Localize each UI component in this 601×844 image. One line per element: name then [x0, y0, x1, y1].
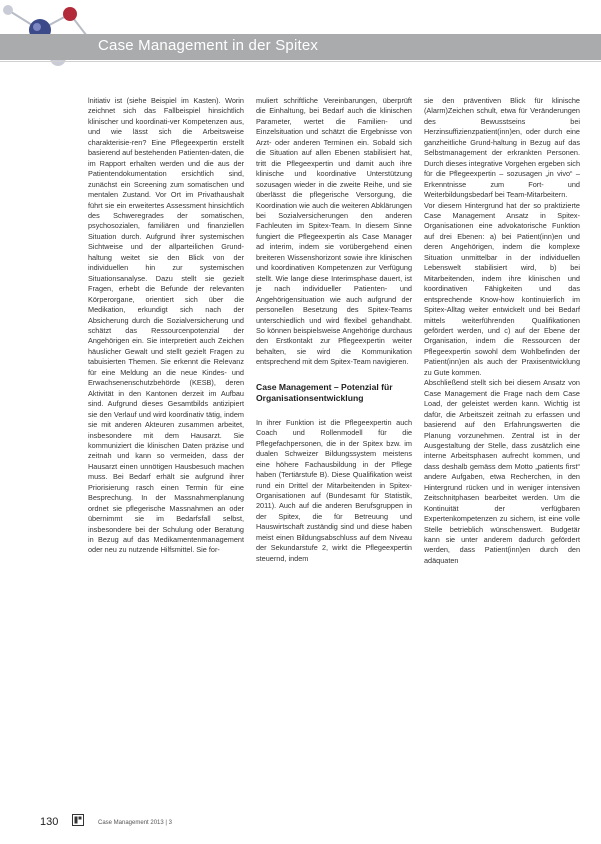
- text-column-3: [424, 96, 580, 566]
- journal-logo-icon: [72, 814, 84, 826]
- page-footer: [40, 814, 340, 834]
- paragraph: Abschließend stellt sich bei diesem Ansatz von Case Management die Frage nach dem Case Load, der geleistet werden kann. Wichtig ist dafür, die Arbeitszeit zeitnah zu erfassen und basierend auf den Erfahrungswerten die Planung vorzunehmen. Zentral ist in der Ausgestaltung der Stelle, dass zusätzlich eine interne Arbeitsphasen aufrecht kommen, und dass deshalb gemäss dem Motto „patients first“ andere Aufgaben, etwa Recherchen, in den Hintergrund rücken und in weniger intensiven Zeitschnitphasen bearbeitet werden. Um die Kontinuität der verfügbaren Expertenkompetenzen zu sichern, ist eine volle Stelle betrieblich wünschenswert. Budgetär kann sie unter anderem dadurch gefördert werden, dass Patient(inn)en durch den adäquaten: [424, 378, 580, 565]
- paragraph: sie den präventiven Blick für klinische (Alarm)Zeichen schult, etwa für Veränderungen des Bewusstseins bei Herzinsuffizienzpatient(inn)en, oder durch eine ganzheitliche Grund-haltung in Bezug auf das Selbstmanagement der erkrankten Personen. Durch dieses integrative Vorgehen ergeben sich für die Pflegeexpertin – sozusagen „in vivo“ – Erkenntnisse zum Fort- und Weiterbildungsbedarf bei Team-Mitarbeitern.: [424, 96, 580, 200]
- text-column-1: [88, 96, 244, 556]
- text-column-2: [256, 96, 412, 564]
- page-number: 130: [40, 816, 59, 828]
- header-divider: [0, 61, 601, 62]
- paragraph: lnitiativ ist (siehe Beispiel im Kasten). Worin zeichnet sich das Fallbeispiel hinsichtlich klinischer und koordinati-ver Kompetenzen aus, und wie lässt sich die Arbeitsweise charakterisie-ren? Eine Pflegeexpertin erstellt basierend auf bestehenden Patienten-daten, die im Rapport erhalten werden und die aus der Patientendokumentation ersichtlich sind, zunächst ein Screening zum somatischen und mentalen Zustand. Vor Ort im Privathaushalt führt sie ein erweitertes Assessment hinsichtlich des Schweregrades der somatischen, psychosozialen, familiären und finanziellen Situation durch. Aufgrund ihrer systemischen Sichtweise und der allparteilichen Grund-haltung weitet sie den Blick von der individuellen hin zur systemischen Situationsanalyse. Dazu stellt sie gezielt Fragen, erhebt die Befunde der relevanten Körperorgane, orientiert sich über die Medikation, erkundigt sich nach der Absicherung durch die Sozialversicherung und schätzt das Ressourcenpotenzial der Angehörigen ein. Sie interpretiert auch Zeichen häuslicher Gewalt und stellt gezielt Fragen zu tabuisierten Themen. Sie erkennt die Relevanz für eine Meldung an die neue Kindes- und Erwachsenenschutzbehörde (KESB), deren Aktivität in den Kantonen derzeit im Aufbau sind. Aufgrund dieses Gesamtbilds antizipiert sie den Verlauf und wird koordinativ tätig, indem sie mit anderen Akteuren zusammen arbeitet, insbesondere mit dem Hausarzt. Sie kommuniziert die klinischen Daten präzise und zeitnah und kann so vermeiden, dass der Hausarzt einen unnötigen Hausbesuch machen muss. Bei Bedarf erhält sie aufgrund ihrer Priorisierung rasch einen Termin für eine Besprechung. In der Massnahmenplanung ordnet sie pflegerische Massnahmen an oder übernimmt sie im Bedarfsfall selbst, insbesondere bei der Schulung oder Beratung in Bezug auf das Medikamentenmanagement oder neu zu nutzende Hilfsmittel. Sie for-: [88, 96, 244, 555]
- journal-name: Case Management 2013 | 3: [98, 820, 172, 826]
- paragraph: Vor diesem Hintergrund hat der so praktizierte Case Management Ansatz in Spitex-Organisationen eine advokatorische Funktion auf drei Ebenen: a) bei Patient(inn)en und deren Angehörigen, indem die komplexe Situation unmittelbar in der individuellen Lebenswelt stabilisiert wird, b) bei Mitarbeitenden, indem ihre klinischen und koordinativen Fähigkeiten und das entsprechende Know-how kontinuierlich im Spitex-Alltag weiter entwickelt und bei Bedarf mittels weiterführenden Qualifikationen gefördert werden, und c) auf der Ebene der Organisation, indem die Ressourcen der Pflegeexpertin sowohl dem Wohlbefinden der Patient(inn)en als auch der Praxisentwicklung zu Gute kommen.: [424, 200, 580, 377]
- paragraph: muliert schriftliche Vereinbarungen, überprüft die Einhaltung, bei Bedarf auch die klinischen Parameter, wertet die Familien- und Einzelsituation und schätzt die Ergebnisse von Arzt- oder anderen Terminen ein. Sobald sich die Situation auf allen Ebenen stabilisiert hat, tritt die Pflegeexpertin und damit auch ihre klinische und koordinative Unterstützung sozusagen wieder in die zweite Reihe, und sie überlässt die pflegerische Versorgung, die Koordination wie auch die weiteren Abklärungen bei Sozialversicherungen den anderen Fachleuten im Spitex-Team. In diesem Sinne fungiert die Pflegeexpertin als Case Manager ad interim, indem sie vorübergehend einen breiteren Wissenshorizont sowie ihre klinischen und koordinativen Kompetenzen zur Verfügung stellt. Wie lange diese Interimsphase dauert, ist je nach individueller Patienten- und Angehörigensituation wie auch aufgrund der personellen Besetzung des Spitex-Teams unterschiedlich und wird flexibel gehandhabt. So können beispielsweise Angehörige durchaus den Erstkontakt zur Pflegeexpertin weiter behalten, sie wird die Kommunikation entsprechend mit dem Spitex-Team navigieren.: [256, 96, 412, 367]
- header-banner: [0, 34, 601, 60]
- paragraph: In ihrer Funktion ist die Pflegeexpertin auch Coach und Rollenmodell für die Pflegefachpersonen, die in der Spitex bzw. im dualen Schweizer Bildungssystem meistens eine höhere Fachausbildung in der Pflege haben (Tertiärstufe B). Diese Qualifikation weist rund ein Drittel der Mitarbeitenden in Spitex-Organisationen auf (Bundesamt für Statistik, 2011). Auch auf die anderen Berufsgruppen in der Spitex, die für Betreuung und Hauswirtschaft zuständig sind und diese haben meist einen Bildungsabschluss auf dem Niveau der Sekundarstufe 2, wirkt die Pflegeexpertin steuernd, indem: [256, 417, 412, 563]
- page-title: Case Management in der Spitex: [98, 37, 319, 54]
- section-heading: Case Management – Potenzial für Organisationsentwicklung: [256, 381, 393, 403]
